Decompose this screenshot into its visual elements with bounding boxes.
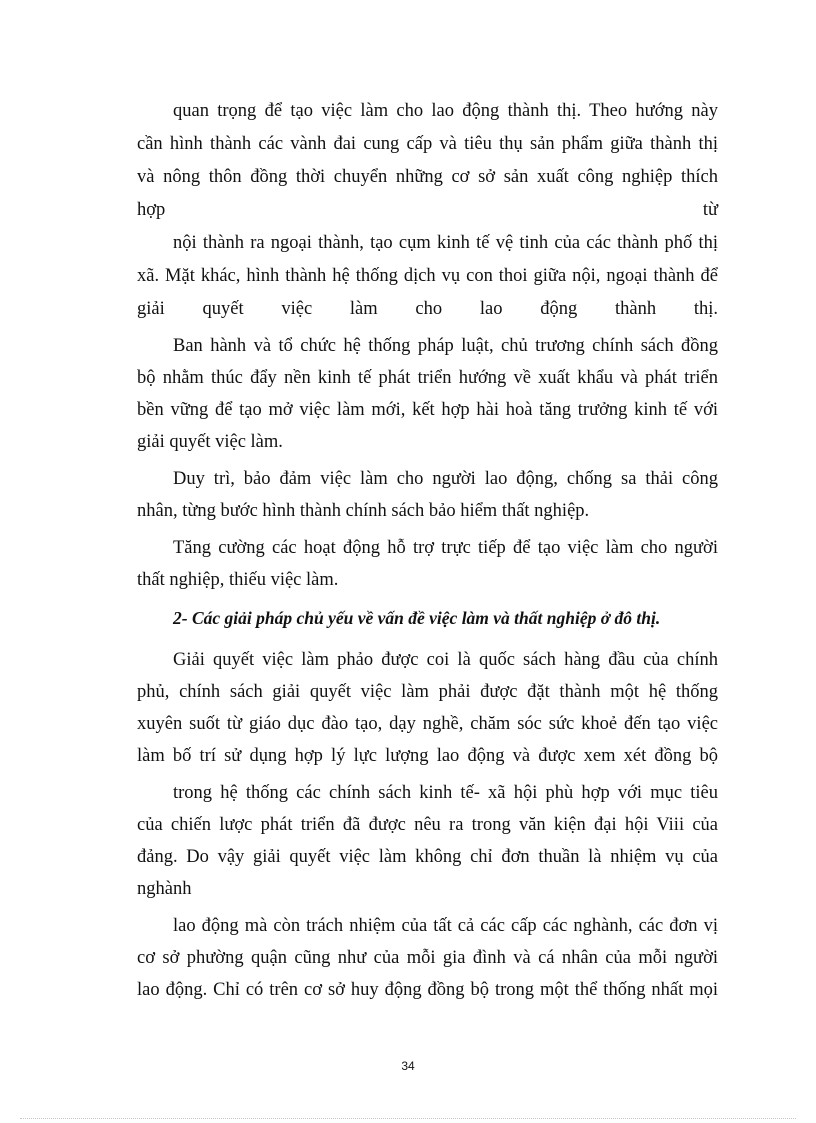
section-heading: 2- Các giải pháp chủ yếu về vấn đề việc làm và thất nghiệp ở đô thị.: [173, 608, 661, 628]
text-line: phủ, chính sách giải quyết việc làm phải được đặt thành một hệ thống: [137, 682, 718, 702]
text-line: xuyên suốt từ giáo dục đào tạo, dạy nghề, chăm sóc sức khoẻ đến tạo việc: [137, 714, 718, 734]
text-line: cần hình thành các vành đai cung cấp và tiêu thụ sản phẩm giữa thành thị: [137, 134, 718, 154]
text-line: đảng. Do vậy giải quyết việc làm không chỉ đơn thuần là nhiệm vụ của: [137, 847, 718, 867]
text-line: quan trọng để tạo việc làm cho lao động thành thị. Theo hướng này: [173, 101, 718, 121]
text-line: Giải quyết việc làm phảo được coi là quốc sách hàng đầu của chính: [173, 650, 718, 670]
text-line: nghành: [137, 879, 192, 899]
text-line: giải quyết việc làm.: [137, 432, 283, 452]
text-line: xã. Mặt khác, hình thành hệ thống dịch vụ con thoi giữa nội, ngoại thành để: [137, 266, 718, 286]
text-line: thất nghiệp, thiếu việc làm.: [137, 570, 339, 590]
page-number: 34: [401, 1059, 415, 1073]
text-line: và nông thôn đồng thời chuyển những cơ sở sản xuất công nghiệp thích: [137, 167, 718, 187]
text-line: của chiến lược phát triển đã được nêu ra trong văn kiện đại hội Viii của: [137, 815, 718, 835]
text-line: hợp từ: [137, 200, 718, 220]
text-line: lao động mà còn trách nhiệm của tất cả các cấp các nghành, các đơn vị: [173, 916, 718, 936]
text-line: Tăng cường các hoạt động hỗ trợ trực tiếp để tạo việc làm cho người: [173, 538, 718, 558]
text-line: lao động. Chỉ có trên cơ sở huy động đồng bộ trong một thể thống nhất mọi: [137, 980, 718, 1000]
text-line: Ban hành và tổ chức hệ thống pháp luật, chủ trương chính sách đồng: [173, 336, 718, 356]
text-line: trong hệ thống các chính sách kinh tế- xã hội phù hợp với mục tiêu: [173, 783, 718, 803]
text-line: nhân, từng bước hình thành chính sách bảo hiểm thất nghiệp.: [137, 501, 590, 521]
text-line: làm bố trí sử dụng hợp lý lực lượng lao động và được xem xét đồng bộ: [137, 746, 718, 766]
text-line: nội thành ra ngoại thành, tạo cụm kinh tế vệ tinh của các thành phố thị: [173, 233, 718, 253]
text-line: Duy trì, bảo đảm việc làm cho người lao động, chống sa thải công: [173, 469, 718, 489]
text-line: cơ sở phường quận cũng như của mỗi gia đình và cá nhân của mỗi người: [137, 948, 718, 968]
page-bottom-rule: [20, 1118, 796, 1119]
text-line: bộ nhằm thúc đẩy nền kinh tế phát triển hướng về xuất khẩu và phát triển: [137, 368, 718, 388]
text-line: giải quyết việc làm cho lao động thành thị.: [137, 299, 718, 319]
text-line: bền vững để tạo mở việc làm mới, kết hợp hài hoà tăng trưởng kinh tế với: [137, 400, 718, 420]
